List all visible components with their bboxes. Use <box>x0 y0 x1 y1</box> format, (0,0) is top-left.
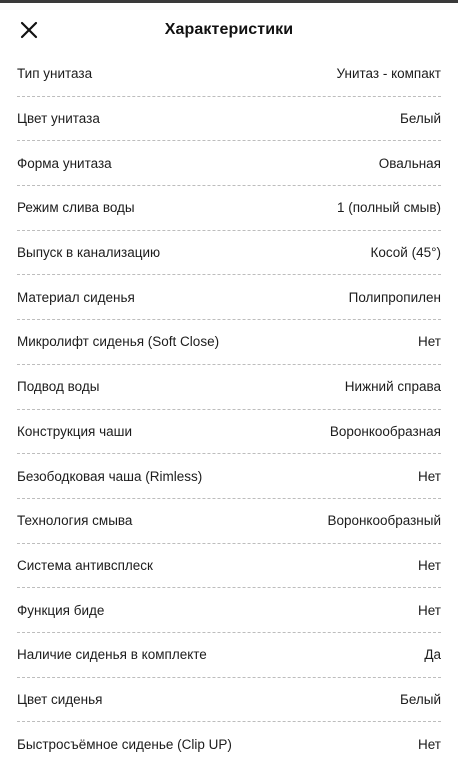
spec-row-seat-material <box>17 275 441 320</box>
spec-value: Воронкообразный <box>327 513 441 529</box>
spec-row-bowl-design <box>17 410 441 455</box>
specs-list <box>17 52 441 767</box>
spec-label: Быстросъёмное сиденье (Clip UP) <box>17 737 232 753</box>
spec-row-anti-splash <box>17 544 441 589</box>
modal-header <box>0 3 458 55</box>
spec-row-soft-close <box>17 320 441 365</box>
spec-row-bidet <box>17 588 441 633</box>
spec-value: Нет <box>418 602 441 618</box>
spec-row-flush-technology <box>17 499 441 544</box>
spec-row-toilet-color <box>17 97 441 142</box>
spec-value: Нет <box>418 737 441 753</box>
spec-value: Нет <box>418 557 441 573</box>
spec-value: Нижний справа <box>344 379 441 395</box>
spec-value: Белый <box>399 691 441 707</box>
spec-value: Полипропилен <box>348 289 441 305</box>
spec-label: Микролифт сиденья (Soft Close) <box>17 334 220 350</box>
spec-row-seat-color <box>17 678 441 723</box>
spec-label: Система антивсплеск <box>17 557 153 573</box>
spec-label: Тип унитаза <box>17 66 93 82</box>
spec-label: Наличие сиденья в комплекте <box>17 647 207 663</box>
spec-row-water-supply <box>17 365 441 410</box>
page-title: Характеристики <box>164 21 294 38</box>
spec-row-rimless <box>17 454 441 499</box>
spec-value: Овальная <box>378 155 441 171</box>
spec-label: Подвод воды <box>17 379 100 395</box>
spec-label: Цвет унитаза <box>17 111 100 127</box>
spec-label: Технология смыва <box>17 513 133 529</box>
spec-value: Да <box>424 647 441 663</box>
spec-row-sewer-outlet <box>17 231 441 276</box>
spec-label: Безободковая чаша (Rimless) <box>17 468 203 484</box>
spec-label: Цвет сиденья <box>17 691 103 707</box>
spec-value: 1 (полный смыв) <box>336 200 441 216</box>
spec-row-toilet-type <box>17 52 441 97</box>
spec-row-seat-included <box>17 633 441 678</box>
spec-value: Воронкообразная <box>329 423 441 439</box>
spec-label: Форма унитаза <box>17 155 112 171</box>
spec-row-clip-up <box>17 722 441 767</box>
spec-value: Унитаз - компакт <box>336 66 441 82</box>
spec-label: Функция биде <box>17 602 105 618</box>
spec-label: Выпуск в канализацию <box>17 245 161 261</box>
spec-label: Конструкция чаши <box>17 423 133 439</box>
spec-value: Косой (45°) <box>370 245 441 261</box>
spec-value: Нет <box>418 334 441 350</box>
spec-label: Режим слива воды <box>17 200 135 216</box>
spec-label: Материал сиденья <box>17 289 135 305</box>
spec-value: Нет <box>418 468 441 484</box>
spec-row-flush-mode <box>17 186 441 231</box>
spec-value: Белый <box>399 111 441 127</box>
spec-row-toilet-shape <box>17 141 441 186</box>
